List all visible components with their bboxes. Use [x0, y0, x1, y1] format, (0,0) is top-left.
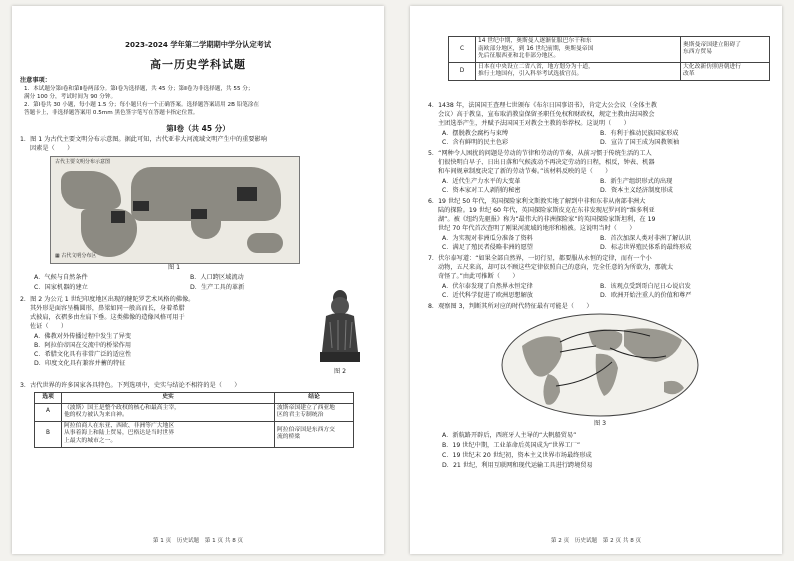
- q3-row-conclusion: [681, 37, 770, 63]
- q2-option-a[interactable]: A．佛教对外传播过程中发生了异变: [34, 333, 132, 340]
- fact-line: 阿拉伯商人在东亚、西欧、非洲等广大地区: [64, 422, 175, 429]
- section-title: 第Ⅰ卷（共 45 分）: [166, 124, 230, 133]
- q3-row-fact: [476, 62, 681, 80]
- q3-header-fact: 史实: [62, 393, 275, 404]
- q5-option-c[interactable]: C．资本家对工人剥削的秘密: [442, 187, 521, 194]
- q1-stem: 1．图 1 为古代主要文明分布示意图。据此可知，古代亚非大河流域文明产生中的重要影响: [20, 136, 267, 143]
- q3-row-option: A: [35, 403, 62, 421]
- conclusion-line: 区的君主专制统治: [277, 412, 324, 419]
- table-row: [35, 421, 354, 447]
- q3-header-option: 选项: [35, 393, 62, 404]
- q7-option-b[interactable]: B．该观点受到哥白尼日心说启发: [600, 283, 691, 290]
- map-civ-china: [237, 187, 257, 201]
- conclusion-line: 东西方贸易: [683, 49, 712, 56]
- q3-row-conclusion: [275, 421, 354, 447]
- q6-option-c[interactable]: C．满足了殖民者侵略非洲的愿望: [442, 244, 533, 251]
- exam-title: 2023-2024 学年第二学期期中学分认定考试: [124, 40, 272, 49]
- fact-line: （波斯）国王是整个政权的核心和最高主宰，: [64, 404, 180, 411]
- table-row: [449, 37, 770, 63]
- q1-stem: 因素是（ ）: [30, 145, 74, 152]
- q5-stem: 们很快明白早子、日出日落和气候波动不再决定劳动的日程，相反，钟表、机器: [438, 159, 655, 166]
- fact-line: 先后征服西亚和北非部分地区。: [478, 53, 560, 60]
- fact-line: 14 世纪中期，奥斯曼人逐渐征服巴尔干和东: [478, 38, 592, 44]
- notice-line: 答题卡上，非选择题答案用 0.5mm 黑色签字笔写在答题卡指定位置。: [24, 110, 199, 116]
- map-civ-egypt: [111, 211, 125, 223]
- q3-table: [34, 392, 354, 448]
- map-legend: ▦ 古代文明分布区: [55, 253, 97, 259]
- q2-option-d[interactable]: D．印度文化具有兼容并蓄的特征: [34, 360, 126, 367]
- q4-stem: 主团选举产生，并赋予法国国王对教会主教的举荐权。这说明（ ）: [438, 120, 630, 127]
- conclusion-line: 流的桥梁: [277, 434, 301, 441]
- q6-option-d[interactable]: D．标志世界殖民体系的最终形成: [600, 244, 692, 251]
- q6-stem: 世纪 70 年代首次查明了刚果河流域的地形和植被。这说明当时（ ）: [438, 225, 636, 232]
- buddha-statue-image: [312, 288, 368, 364]
- q8-option-a[interactable]: A．新航路开辟后，西班牙人主导的“大帆船贸易”: [442, 432, 577, 439]
- page-footer: 第 1 页 历史试题 第 1 页 共 8 页: [152, 538, 244, 544]
- q3-row-fact: [62, 403, 275, 421]
- q6-option-a[interactable]: A．为实现对非洲瓜分准备了资料: [442, 235, 533, 242]
- q3-row-fact: [476, 37, 681, 63]
- conclusion-line: 奥斯曼帝国建立阻碍了: [683, 41, 741, 48]
- conclusion-line: 改革: [683, 71, 695, 78]
- conclusion-line: 大化改新仿照唐朝进行: [683, 63, 741, 70]
- figure2-caption: 图 2: [333, 368, 347, 375]
- q6-stem: 湖”。被《纽约先驱报》称为“最伟大的非洲探险家”的英国探险家斯坦利，在 19: [438, 216, 656, 223]
- q8-option-c[interactable]: C．19 世纪末 20 世纪初，资本主义世界市场最终形成: [442, 452, 592, 459]
- q6-stem: 陆的探险。19 世纪 60 年代，英国探险家斯皮克在东非发现尼罗河的“维多利亚: [438, 207, 655, 214]
- q3-header-conclusion: 结论: [275, 393, 354, 404]
- trade-route-map: [500, 312, 700, 418]
- map-land-europe: [61, 171, 121, 209]
- q6-stem: 6．19 世纪 50 年代，英国探险家利文斯敦实地了解到中非和东非从南部非洲大: [428, 198, 646, 205]
- q3-row-conclusion: [275, 403, 354, 421]
- map-civ-indus: [191, 209, 207, 219]
- notice-header: 注意事项：: [20, 77, 51, 84]
- q2-option-c[interactable]: C．希腊文化具有非常广泛的适应性: [34, 351, 132, 358]
- q4-option-a[interactable]: A．摆脱教会腐朽与束缚: [442, 130, 509, 137]
- fact-line: 日本在中央设立二省八省，地方划分为十道，: [478, 63, 594, 70]
- fact-line: 南欧部分地区，到 16 世纪前期，奥斯曼帝国: [478, 45, 594, 52]
- map-title: 古代主要文明分布示意图: [55, 159, 111, 165]
- figure3-caption: 图 3: [593, 420, 607, 427]
- q5-stem: 和车间规章制度决定了新的劳动节奏。”该材料反映的是（ ）: [438, 168, 612, 175]
- conclusion-line: 波斯帝国建立了西亚地: [277, 404, 335, 411]
- q3-row-option: D: [449, 62, 476, 80]
- q6-option-b[interactable]: B．首次加深人类对非洲了解认识: [600, 235, 691, 242]
- q8-stem: 8．观察图 3，判断其所对应的时代特征最有可能是（ ）: [428, 303, 593, 310]
- q4-stem: 会议）高于教皇，宣布取消教皇保留圣职任免权和财政权，规定主教由法国教会: [438, 111, 655, 118]
- map-land-africa: [81, 209, 137, 257]
- q1-option-b[interactable]: B．人口跨区域流动: [190, 274, 244, 281]
- conclusion-line: 阿拉伯帝国是东西方交: [277, 426, 335, 433]
- q8-option-b[interactable]: B．19 世纪中期，工业革命后英国成为“世界工厂”: [442, 442, 581, 449]
- q3-row-conclusion: [681, 62, 770, 80]
- q2-stem: 佐证（ ）: [30, 323, 68, 330]
- q2-option-b[interactable]: B．阿拉伯帝国在交流中的桥梁作用: [34, 342, 132, 349]
- q4-stem: 4．1438 年，法国国王查理七世颁布《布尔日国事诏书》，肯定大公会议（全体主教: [428, 102, 657, 109]
- q7-option-a[interactable]: A．伏尔泰发现了自然界永恒定律: [442, 283, 533, 290]
- q3-row-option: C: [449, 37, 476, 63]
- table-row: [449, 62, 770, 80]
- q3-row-option: B: [35, 421, 62, 447]
- notice-line: 2．第Ⅰ卷共 30 小题，每小题 1.5 分；每小题只有一个正确答案。选择题答案请用 2B 铅笔涂在: [24, 102, 260, 108]
- q5-stem: 5．“网种令人困扰的问题是劳动的节律和劳动的节奏，从前习惯于传统生活的工人: [428, 150, 652, 157]
- map-land-islands: [247, 233, 283, 253]
- q5-option-a[interactable]: A．近代生产力水平的大变革: [442, 178, 521, 185]
- map-civ-mesopotamia: [133, 201, 149, 211]
- q7-option-c[interactable]: C．近代科学促进了欧洲思想解放: [442, 292, 533, 299]
- exam-page-left: [12, 6, 384, 554]
- page-footer: 第 2 页 历史试题 第 2 页 共 8 页: [550, 538, 642, 544]
- notice-line: 满分 100 分，考试时间为 90 分钟。: [24, 94, 117, 100]
- exam-page-right: [410, 6, 782, 554]
- q7-stem: 动物，五尺来高，却可以不顾这些定律依照自己的意向，完全任意的为所欲为，那就太: [438, 264, 674, 271]
- q4-option-b[interactable]: B．有利于推动民族国家形成: [600, 130, 679, 137]
- q7-stem: 奇怪了。”由此可推断（ ）: [438, 273, 519, 280]
- q7-stem: 7．伏尔泰写道：“如果全部自然界，一切行星，都要服从永恒的定律，而有一个小: [428, 255, 652, 262]
- q1-option-c[interactable]: C．国家机器的建立: [34, 284, 88, 291]
- q3-stem: 3．古代世界的许多国家各具特色。下列选项中，史实与结论不相符的是（ ）: [20, 382, 241, 389]
- fact-line: 他的权力被认为来自神。: [64, 412, 128, 419]
- q2-stem: 式披肩，衣褶多由左肩下垂。这类佛像的造像风格可用于: [30, 314, 185, 321]
- fact-line: 从事着海上和陆上贸易，巴格达是当时世界: [64, 430, 175, 437]
- q2-stem: 2．图 2 为公元 1 世纪印度地区出现的犍陀罗艺术风格的佛像。: [20, 296, 195, 303]
- q4-option-d[interactable]: D．宣告了国王成为国教领袖: [600, 139, 680, 146]
- q1-option-d[interactable]: D．生产工具的革新: [190, 284, 245, 291]
- q3-table-continued: [448, 36, 770, 81]
- exam-subject: 高一历史学科试题: [150, 58, 246, 71]
- q5-option-b[interactable]: B．新生产组织形式的出现: [600, 178, 673, 185]
- q5-option-d[interactable]: D．资本主义经济制度形成: [600, 187, 673, 194]
- q3-table-header: [35, 393, 354, 404]
- notice-line: 1．本试题分第Ⅰ卷和第Ⅱ卷两部分。第Ⅰ卷为选择题，共 45 分；第Ⅱ卷为非选择题，共 55 分；: [24, 86, 254, 92]
- q8-option-d[interactable]: D．21 世纪，利用互联网和现代运输工具进行跨境贸易: [442, 462, 593, 469]
- ancient-civilization-map: [50, 156, 300, 264]
- table-row: [35, 403, 354, 421]
- q2-stem: 其外形是面容呈椭圆形，鼻梁如同一般高而长，身着希腊: [30, 305, 185, 312]
- figure1-caption: 图 1: [167, 264, 181, 271]
- fact-line: 推行土地国有，引入科举考试选拔官员。: [478, 71, 583, 78]
- q4-option-c[interactable]: C．含有鲜明的民主色彩: [442, 139, 509, 146]
- fact-line: 上最大的城市之一。: [64, 437, 117, 444]
- q3-row-fact: [62, 421, 275, 447]
- q1-option-a[interactable]: A．气候与自然条件: [34, 274, 88, 281]
- q7-option-d[interactable]: D．欧洲开始注重人的价值和尊严: [600, 292, 692, 299]
